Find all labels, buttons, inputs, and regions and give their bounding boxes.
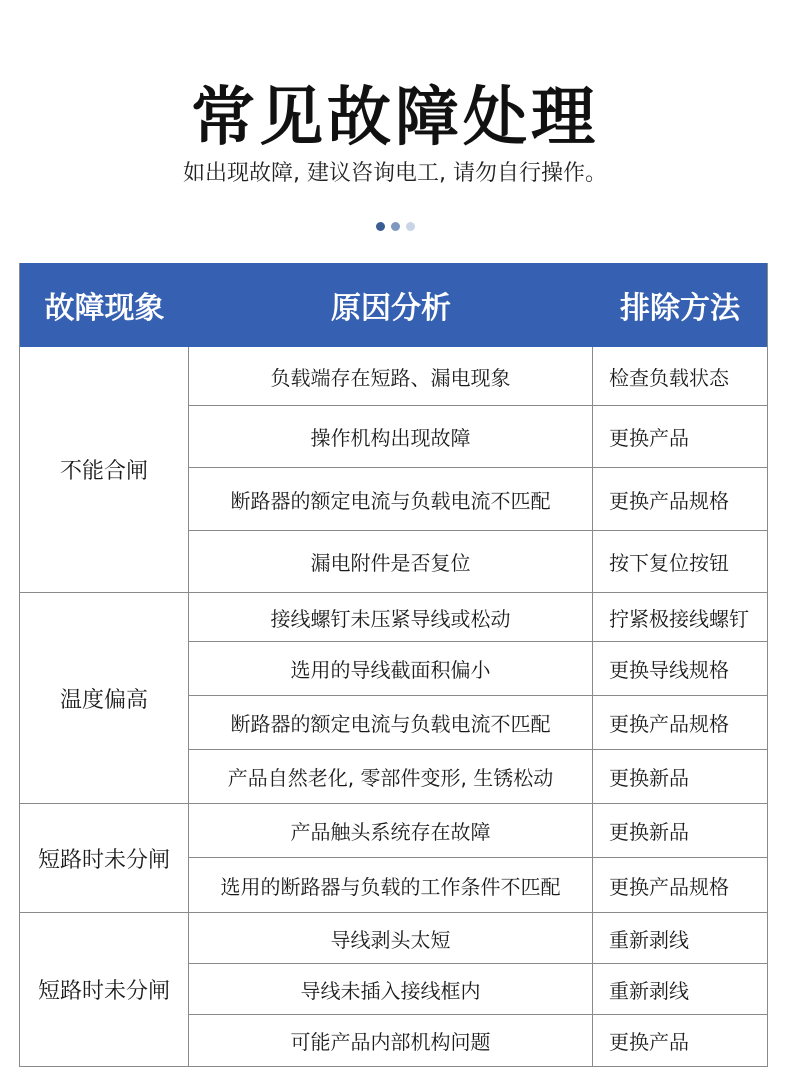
table-row [189,857,767,912]
fix-cell: 更换产品规格 [609,874,729,899]
fix-cell: 更换导线规格 [609,658,729,682]
table-group [20,803,767,912]
cause-cell: 断路器的额定电流与负载电流不匹配 [189,696,593,749]
fix-cell: 更换新品 [609,766,689,790]
table-row [189,804,767,857]
table-row [189,913,767,963]
header-fix: 排除方法 [620,291,740,326]
header-symptom: 故障现象 [44,291,165,326]
fix-cell: 更换产品 [609,1030,689,1054]
fix-cell: 更换新品 [609,820,689,844]
cause-cell: 可能产品内部机构问题 [189,1015,593,1066]
table-row [189,347,767,405]
table-row [189,593,767,641]
fix-cell: 检查负载状态 [609,365,729,390]
pagination-dot-3[interactable] [406,222,415,231]
table-row [189,749,767,803]
table-row [189,1014,767,1066]
page-subtitle: 如出现故障, 建议咨询电工, 请勿自行操作。 [183,161,607,186]
fix-cell: 按下复位按钮 [609,551,729,575]
table-row [189,467,767,530]
cause-cell: 导线未插入接线框内 [189,964,593,1014]
table-group [20,592,767,803]
cause-cell: 产品触头系统存在故障 [189,804,593,857]
cause-cell: 断路器的额定电流与负载电流不匹配 [189,468,593,530]
table-row [189,963,767,1014]
cause-cell: 产品自然老化, 零部件变形, 生锈松动 [189,750,593,803]
page-title: 常见故障处理 [191,81,599,155]
fix-cell: 重新剥线 [609,978,689,1003]
pagination-dot-1[interactable] [376,222,385,231]
fix-cell: 重新剥线 [609,927,689,952]
table-row [189,641,767,695]
troubleshooting-table [19,263,768,1067]
cause-cell: 负载端存在短路、漏电现象 [189,347,593,405]
table-group [20,912,767,1066]
fix-cell: 更换产品 [609,426,689,450]
header-cause: 原因分析 [331,291,451,326]
cause-cell: 选用的断路器与负载的工作条件不匹配 [189,858,593,912]
table-row [189,695,767,749]
symptom-cell: 温度偏高 [20,593,189,803]
cause-cell: 导线剥头太短 [189,913,593,963]
cause-cell: 接线螺钉未压紧导线或松动 [189,593,593,641]
fix-cell: 更换产品规格 [609,488,729,513]
pagination-dot-2[interactable] [391,222,400,231]
symptom-cell: 短路时未分闸 [20,913,189,1066]
fix-cell: 拧紧极接线螺钉 [609,606,749,631]
table-group [20,347,767,592]
pagination-dots [0,222,790,231]
table-header [20,263,767,347]
cause-cell: 选用的导线截面积偏小 [189,642,593,695]
symptom-cell: 短路时未分闸 [20,804,189,912]
table-row [189,405,767,467]
cause-cell: 漏电附件是否复位 [189,531,593,592]
fix-cell: 更换产品规格 [609,712,729,736]
symptom-cell: 不能合闸 [20,347,189,592]
cause-cell: 操作机构出现故障 [189,406,593,467]
table-row [189,530,767,592]
